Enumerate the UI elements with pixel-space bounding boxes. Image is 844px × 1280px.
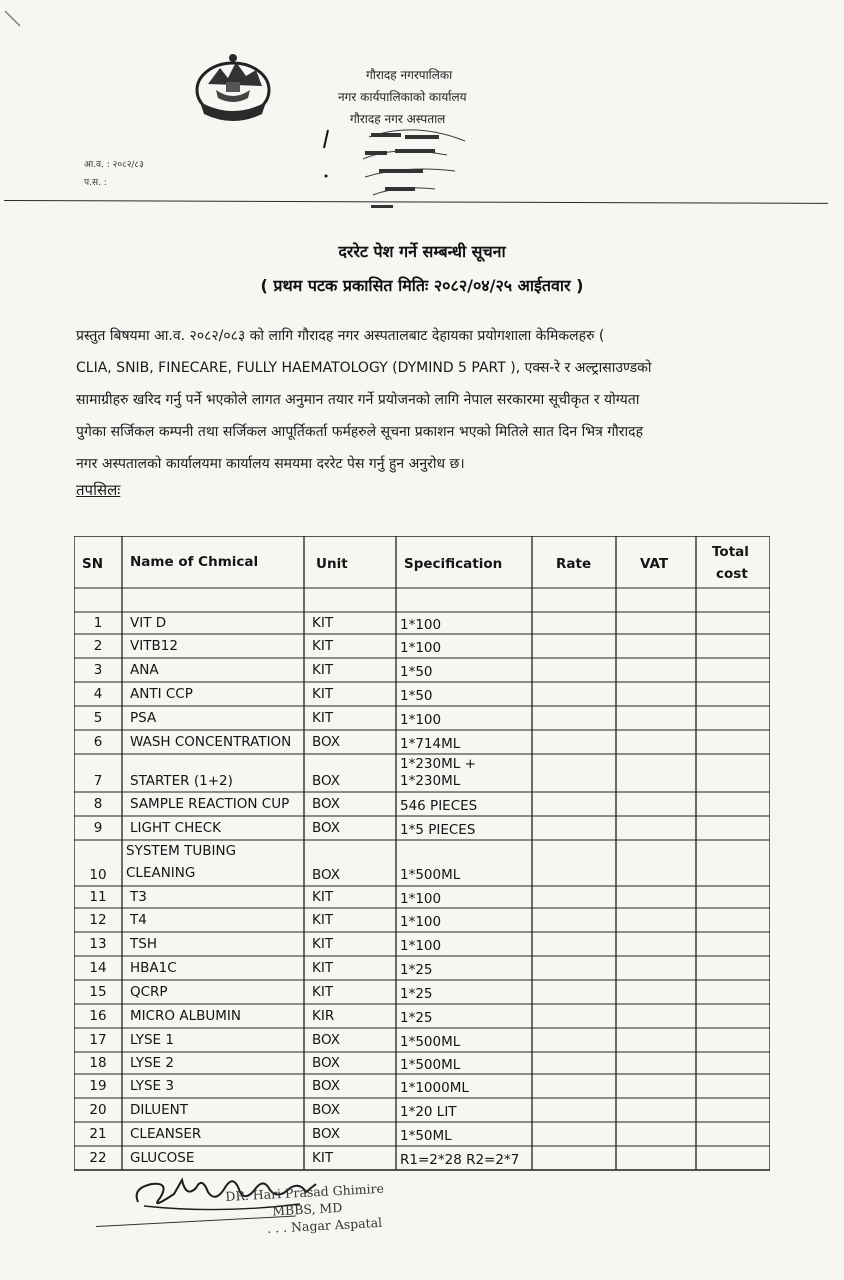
body-line: CLIA, SNIB, FINECARE, FULLY HAEMATOLOGY (DYMIND 5 PART ), एक्स-रे र अल्ट्रासाउण्डको (76, 360, 652, 376)
row-sn: 13 (89, 936, 107, 952)
header-sn: SN (82, 556, 104, 572)
corner-scratch-mark (2, 8, 24, 30)
row-sn: 17 (89, 1032, 107, 1048)
row-specification: 1*230ML + (400, 756, 476, 772)
header-cost: cost (716, 566, 748, 582)
row-unit: BOX (312, 820, 341, 836)
signer-name: DR. Hari Prasad Ghimire (225, 1180, 385, 1204)
signer-degree: MBBS, MD (271, 1199, 343, 1219)
row-specification: 1*100 (400, 712, 442, 728)
row-specification: 1*100 (400, 938, 442, 954)
row-specification: 1*500ML (400, 867, 461, 883)
row-chemical-name: T3 (130, 889, 147, 905)
ink-tick-marks (318, 128, 334, 182)
row-sn: 3 (93, 662, 103, 678)
row-specification: 1*25 (400, 962, 433, 978)
row-chemical-name: PSA (130, 710, 157, 726)
notice-subtitle: ( प्रथम पटक प्रकासित मितिः २०८२/०४/२५ आईतवार ) (260, 276, 584, 295)
notice-body (76, 320, 776, 480)
row-unit: KIR (312, 1008, 335, 1024)
row-chemical-name: WASH CONCENTRATION (130, 734, 292, 750)
row-unit: BOX (312, 1032, 341, 1048)
row-specification: 1*714ML (400, 736, 461, 752)
chemical-rate-table (74, 536, 770, 1182)
row-specification: 1*100 (400, 891, 442, 907)
row-chemical-name: ANTI CCP (130, 686, 193, 702)
body-line: पुगेका सर्जिकल कम्पनी तथा सर्जिकल आपूर्तिकर्ता फर्महरुले सूचना प्रकाशन भएको मितिले सात दिन भित्र गौरादह (76, 424, 644, 440)
row-chemical-name: SYSTEM TUBING (126, 843, 237, 859)
row-specification: 1*100 (400, 640, 442, 656)
row-specification: 1*1000ML (400, 1080, 469, 1096)
row-sn: 21 (89, 1126, 107, 1142)
body-line: नगर अस्पतालको कार्यालयमा कार्यालय समयमा दररेट पेस गर्नु हुन अनुरोध छ। (76, 456, 465, 472)
row-unit: BOX (312, 1102, 341, 1118)
header-name: Name of Chmical (130, 554, 259, 570)
header-rate: Rate (556, 556, 592, 572)
row-unit: BOX (312, 773, 341, 789)
row-unit: KIT (312, 936, 334, 952)
row-chemical-name: HBA1C (130, 960, 177, 976)
row-unit: BOX (312, 1078, 341, 1094)
signer-organization: . . . Nagar Aspatal (266, 1214, 383, 1236)
row-specification: 1*500ML (400, 1057, 461, 1073)
row-specification: 1*500ML (400, 1034, 461, 1050)
row-unit: BOX (312, 796, 341, 812)
row-sn: 20 (89, 1102, 107, 1118)
details-heading: तपसिलः (76, 481, 121, 499)
row-sn: 2 (93, 638, 103, 654)
row-sn: 15 (89, 984, 107, 1000)
row-chemical-name: STARTER (1+2) (130, 773, 233, 789)
header-vat: VAT (640, 556, 669, 572)
row-specification: 1*25 (400, 986, 433, 1002)
row-unit: KIT (312, 662, 334, 678)
body-line: सामाग्रीहरु खरिद गर्नु पर्ने भएकोले लागत अनुमान तयार गर्ने प्रयोजनको लागि नेपाल सरकारमा सूचीकृत र योग्यता (76, 392, 640, 408)
row-chemical-name: SAMPLE REACTION CUP (130, 796, 290, 812)
row-sn: 6 (93, 734, 103, 750)
row-unit: KIT (312, 615, 334, 631)
row-specification: 546 PIECES (400, 798, 478, 814)
row-chemical-name: TSH (130, 936, 157, 952)
row-unit: KIT (312, 889, 334, 905)
row-unit: KIT (312, 686, 334, 702)
row-chemical-name: LYSE 1 (130, 1032, 174, 1048)
header-unit: Unit (316, 556, 348, 572)
body-line: प्रस्तुत बिषयमा आ.व. २०८२/०८३ को लागि गौरादह नगर अस्पतालबाट देहायका प्रयोगशाला केमिकलहरु ( (76, 328, 605, 344)
row-sn: 22 (89, 1150, 107, 1166)
row-unit: BOX (312, 1126, 341, 1142)
signer-block (225, 1180, 386, 1239)
row-unit: BOX (312, 734, 341, 750)
row-chemical-name: LIGHT CHECK (130, 820, 222, 836)
row-sn: 10 (89, 867, 107, 883)
row-sn: 14 (89, 960, 107, 976)
row-sn: 9 (93, 820, 103, 836)
row-chemical-name: QCRP (130, 984, 168, 1000)
row-specification: 1*20 LIT (400, 1104, 457, 1120)
row-chemical-name: T4 (130, 912, 147, 928)
row-specification: 1*50 (400, 688, 433, 704)
row-chemical-name: VIT D (130, 615, 167, 631)
office-stamp (355, 125, 480, 217)
row-specification: 1*50ML (400, 1128, 452, 1144)
row-sn: 16 (89, 1008, 107, 1024)
row-specification: R1=2*28 R2=2*7 (400, 1152, 520, 1168)
row-unit: KIT (312, 638, 334, 654)
reference-block (84, 156, 144, 192)
row-specification: 1*100 (400, 617, 442, 633)
row-sn: 4 (93, 686, 103, 702)
office-name: नगर कार्यपालिकाको कार्यालय (338, 90, 467, 104)
row-sn: 5 (93, 710, 103, 726)
row-chemical-name: CLEANSER (130, 1126, 202, 1142)
row-sn: 8 (93, 796, 103, 812)
row-chemical-name: DILUENT (130, 1102, 188, 1118)
row-specification: 1*50 (400, 664, 433, 680)
row-unit: KIT (312, 912, 334, 928)
row-unit: KIT (312, 984, 334, 1000)
row-unit: KIT (312, 1150, 334, 1166)
row-specification: 1*25 (400, 1010, 433, 1026)
row-chemical-name-cont: CLEANING (126, 865, 196, 881)
municipality-name: गौरादह नगरपालिका (366, 68, 453, 82)
fiscal-year-label: आ.व. : २०८२/८३ (84, 160, 144, 170)
row-unit: BOX (312, 1055, 341, 1071)
row-sn: 12 (89, 912, 107, 928)
row-sn: 1 (93, 615, 103, 631)
row-unit: BOX (312, 867, 341, 883)
row-chemical-name: LYSE 3 (130, 1078, 174, 1094)
row-sn: 18 (89, 1055, 107, 1071)
header-total: Total (712, 544, 749, 560)
office-address-block (338, 64, 558, 130)
hospital-name: गौरादह नगर अस्पताल (350, 112, 446, 126)
row-specification: 1*5 PIECES (400, 822, 476, 838)
row-chemical-name: VITB12 (130, 638, 178, 654)
header-specification: Specification (404, 556, 503, 572)
row-sn: 11 (89, 889, 107, 905)
row-sn: 7 (93, 773, 103, 789)
row-unit: KIT (312, 710, 334, 726)
government-emblem-icon (190, 50, 276, 124)
row-chemical-name: MICRO ALBUMIN (130, 1008, 241, 1024)
notice-title: दररेट पेश गर्ने सम्बन्धी सूचना (338, 242, 506, 261)
row-chemical-name: LYSE 2 (130, 1055, 174, 1071)
row-chemical-name: ANA (130, 662, 159, 678)
row-specification-cont: 1*230ML (400, 773, 461, 789)
row-chemical-name: GLUCOSE (130, 1150, 195, 1166)
row-unit: KIT (312, 960, 334, 976)
row-specification: 1*100 (400, 914, 442, 930)
row-sn: 19 (89, 1078, 107, 1094)
letter-number-label: प.स. : (84, 178, 107, 188)
